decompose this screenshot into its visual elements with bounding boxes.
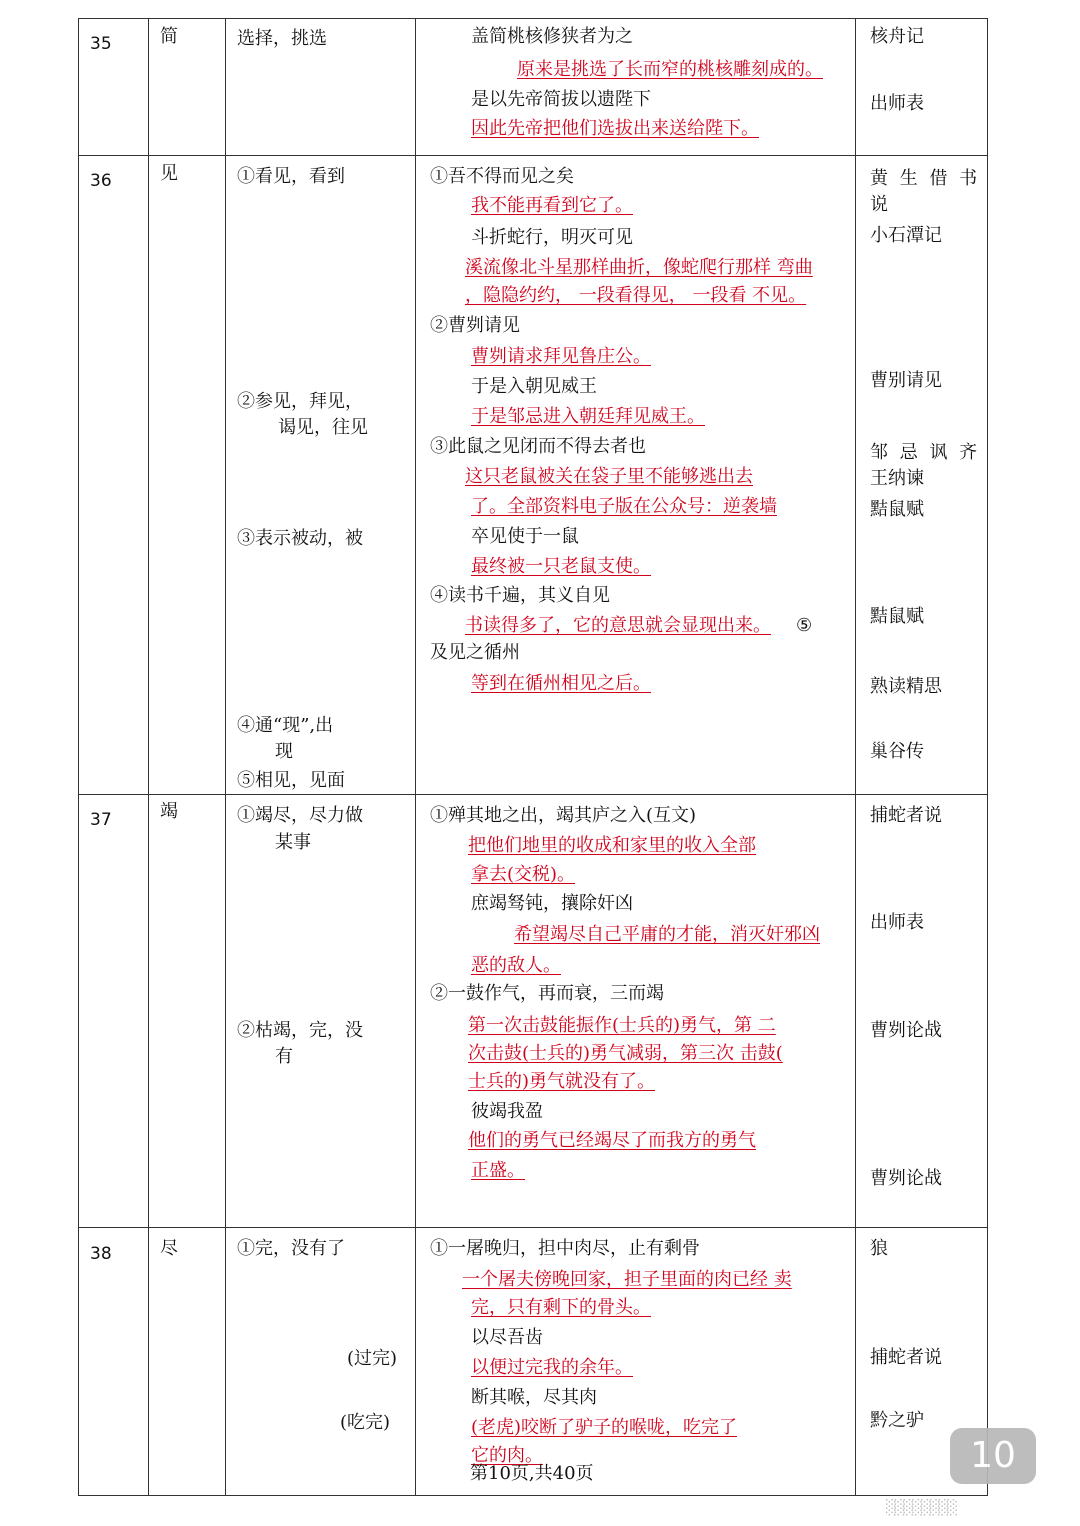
example-translation: 他们的勇气已经竭尽了而我方的勇气 <box>468 1130 756 1151</box>
example-translation: 正盛。 <box>471 1160 525 1181</box>
source-text: 曹别请见 <box>870 370 942 391</box>
table-row-divider <box>78 1227 988 1228</box>
source-text: 出师表 <box>870 93 924 114</box>
meaning: ④通“现”,出 <box>237 715 334 736</box>
row-character: 尽 <box>160 1238 178 1259</box>
example-source: 庶竭驽钝，攘除奸凶 <box>471 893 633 914</box>
source-text: 说 <box>870 194 888 215</box>
source-text: 黠鼠赋 <box>870 499 924 520</box>
example-source: ①吾不得而见之矣 <box>430 166 574 187</box>
example-translation: 因此先帝把他们选拔出来送给陛下。 <box>471 118 759 139</box>
meaning: ⑤相见，见面 <box>237 770 345 791</box>
example-source: ①殚其地之出，竭其庐之入(互文) <box>430 805 697 826</box>
source-text: 王纳谏 <box>870 468 924 489</box>
example-translation: 士兵的)勇气就没有了。 <box>468 1071 656 1092</box>
example-translation: 最终被一只老鼠支使。 <box>471 556 651 577</box>
table-row-divider <box>78 794 988 795</box>
page-number-badge[interactable] <box>950 1428 1036 1484</box>
table-col-divider <box>415 18 416 1496</box>
source-text: 捕蛇者说 <box>870 805 942 826</box>
example-source: 卒见使于一鼠 <box>471 526 579 547</box>
source-text: 小石潭记 <box>870 225 942 246</box>
meaning: (吃完) <box>340 1412 391 1433</box>
example-source: 斗折蛇行，明灭可见 <box>471 227 633 248</box>
row-number: 38 <box>90 1244 112 1264</box>
source-text: 黔之驴 <box>870 1410 924 1431</box>
example-translation: 第一次击鼓能振作(士兵的)勇气，第 二 <box>468 1015 776 1036</box>
example-source: 及见之循州 <box>430 642 520 663</box>
source-text: 熟读精思 <box>870 676 942 697</box>
example-translation: 我不能再看到它了。 <box>471 195 633 216</box>
table-border-bottom <box>78 1495 988 1496</box>
example-translation: 把他们地里的收成和家里的收入全部 <box>468 835 756 856</box>
meaning: ①看见，看到 <box>237 166 345 187</box>
source-text: 邹 忌 讽 齐 <box>870 442 981 463</box>
source-text: 黠鼠赋 <box>870 606 924 627</box>
example-translation: 曹刿请求拜见鲁庄公。 <box>471 346 651 367</box>
meaning: (过完) <box>347 1348 398 1369</box>
row-number: 35 <box>90 34 112 54</box>
example-source: 以尽吾齿 <box>471 1327 543 1348</box>
example-source: ③此鼠之见闭而不得去者也 <box>430 436 646 457</box>
table-col-divider <box>148 18 149 1496</box>
example-translation: 溪流像北斗星那样曲折，像蛇爬行那样 弯曲 <box>465 257 813 278</box>
example-source: ④读书千遍，其义自见 <box>430 585 610 606</box>
example-translation: (老虎)咬断了驴子的喉咙，吃完了 <box>471 1417 738 1438</box>
page-footer: 第10页,共40页 <box>470 1463 594 1484</box>
example-source: 是以先帝简拔以遗陛下 <box>471 89 651 110</box>
example-translation: 希望竭尽自己平庸的才能，消灭奸邪凶 <box>514 924 820 945</box>
source-text: 巢谷传 <box>870 741 924 762</box>
example-source: ①一屠晚归，担中肉尽，止有剩骨 <box>430 1238 700 1259</box>
example-translation: 恶的敌人。 <box>471 955 561 976</box>
meaning: 有 <box>275 1046 293 1067</box>
source-text: 捕蛇者说 <box>870 1347 942 1368</box>
example-translation: 这只老鼠被关在袋子里不能够逃出去 <box>465 466 753 487</box>
meaning: ①完，没有了 <box>237 1238 345 1259</box>
example-translation: 于是邹忌进入朝廷拜见威王。 <box>471 406 705 427</box>
source-text: 出师表 <box>870 912 924 933</box>
meaning: 谒见，往见 <box>278 417 368 438</box>
example-translation: 等到在循州相见之后。 <box>471 673 651 694</box>
table-border-top <box>78 18 988 19</box>
example-translation: 书读得多了，它的意思就会显现出来。 <box>465 615 771 636</box>
example-translation: ，隐隐约约， 一段看得见， 一段看 不见。 <box>465 285 807 306</box>
page-number-badge-label: 10 <box>970 1435 1016 1476</box>
example-translation: 次击鼓(士兵的)勇气减弱，第三次 击鼓( <box>468 1043 783 1064</box>
meaning: 选择，挑选 <box>237 28 327 49</box>
meaning: ③表示被动，被 <box>237 528 363 549</box>
source-text: 狼 <box>870 1238 888 1259</box>
table-col-divider <box>225 18 226 1496</box>
meaning: 某事 <box>275 832 311 853</box>
meaning: ②参见，拜见， <box>237 391 363 412</box>
meaning: ②枯竭，完，没 <box>237 1020 363 1041</box>
source-text: 曹刿论战 <box>870 1020 942 1041</box>
table-border-left <box>78 18 79 1496</box>
meaning: 现 <box>275 741 293 762</box>
example-source: ②曹刿请见 <box>430 315 520 336</box>
example-translation: 以便过完我的余年。 <box>471 1357 633 1378</box>
table-row-divider <box>78 155 988 156</box>
table-border-right <box>987 18 988 1496</box>
example-translation: 一个屠夫傍晚回家，担子里面的肉已经 卖 <box>462 1269 792 1290</box>
example-translation: 了。全部资料电子版在公众号：逆袭墙 <box>471 496 777 517</box>
example-source: ②一鼓作气，再而衰，三而竭 <box>430 983 664 1004</box>
example-source: 断其喉，尽其肉 <box>471 1387 597 1408</box>
example-source: 彼竭我盈 <box>471 1101 543 1122</box>
example-source: 于是入朝见威王 <box>471 376 597 397</box>
example-translation: 它的肉。 <box>471 1445 543 1466</box>
example-translation: 拿去(交税)。 <box>471 864 576 885</box>
row-number: 36 <box>90 171 112 191</box>
row-character: 见 <box>160 163 178 184</box>
source-text: 核舟记 <box>870 26 924 47</box>
example-number-tail: ⑤ <box>796 615 813 636</box>
example-source: 盖简桃核修狭者为之 <box>471 26 633 47</box>
source-text: 黄 生 借 书 <box>870 168 981 189</box>
example-translation: 完，只有剩下的骨头。 <box>471 1297 651 1318</box>
row-character: 简 <box>160 26 178 47</box>
scroll-dots: ░░░░░░░░ <box>886 1500 957 1516</box>
row-number: 37 <box>90 810 112 830</box>
table-col-divider <box>855 18 856 1496</box>
source-text: 曹刿论战 <box>870 1168 942 1189</box>
row-character: 竭 <box>160 801 178 822</box>
example-translation: 原来是挑选了长而窄的桃核雕刻成的。 <box>517 59 823 80</box>
meaning: ①竭尽，尽力做 <box>237 805 363 826</box>
